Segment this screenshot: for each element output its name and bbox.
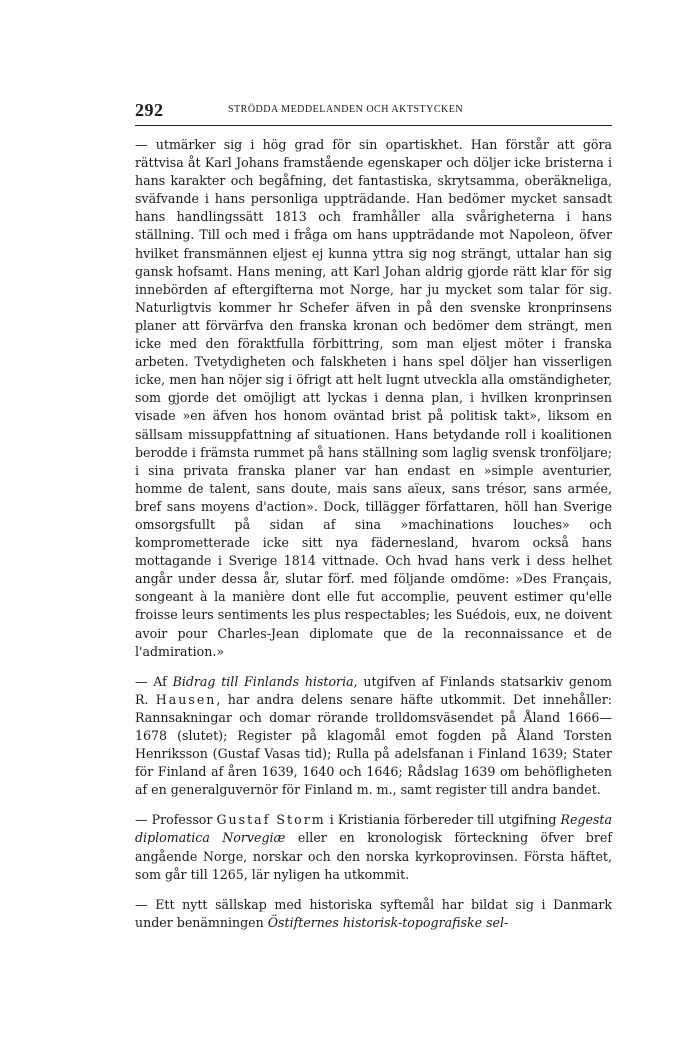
page-number: 292: [135, 100, 164, 120]
society-title: Östifternes historisk-topografiske sel-: [267, 914, 509, 930]
paragraph-storm-regesta: [135, 811, 612, 883]
header-rule: [135, 125, 612, 126]
text-span: , utgifven af Finlands statsarkiv genom R.: [135, 673, 613, 707]
text-span: — Af: [135, 673, 173, 689]
person-name: Gustaf Storm: [216, 812, 326, 828]
text-span: — Professor: [135, 812, 217, 828]
text-span: , har andra delens senare häfte utkommit. Det innehåller: Rannsakningar och domar rörande trolldomsväsendet på Åland 1666—1678 (slutet); Register på klagomål emot fogden på Åland Torsten Henriksson (Gustaf Vasas tid); Rulla på adelsfanan i Finland 1639; Stater för Finland af åren 1639, 1640 och 1646; Rådslag 1639 om behöfligheten af en generalguvernör för Finland m. m., samt register till andra bandet.: [135, 691, 612, 798]
page: [135, 100, 612, 944]
page-header: [135, 100, 612, 122]
running-title: STRÖDDA MEDDELANDEN OCH AKTSTYCKEN: [228, 104, 464, 115]
text-span: i Kristiania förbereder till utgifning: [325, 812, 561, 828]
text-span: — Ett nytt sällskap med historiska syftemål har bildat sig i Danmark under benämningen: [135, 896, 612, 930]
paragraph-finland-history: [135, 673, 612, 800]
book-title: Bidrag till Finlands historia: [172, 673, 354, 689]
paragraph-danish-society: [135, 896, 612, 932]
person-name: Hausen: [155, 691, 217, 707]
text-span: eller en kronologisk förteckning öfver bref angående Norge, norskar och den norska kyrkoprovinsen. Första häftet, som går till 1265, lär nyligen ha utkommit.: [135, 830, 612, 882]
paragraph-schefer-review: — utmärker sig i hög grad för sin opartiskhet. Han förstår att göra rättvisa åt Karl Johans framstående egenskaper och döljer icke bristerna i hans karakter och begåfning, det fantastiska, skrytsamma, oberäkneliga, sväfvande i hans personliga uppträdande. Han bedömer mycket sansadt hans handlingssätt 1813 och framhåller alla svårigheterna i hans ställning. Till och med i fråga om hans uppträdande mot Napoleon, öfver hvilket fransmännen eljest ej kunna yttra sig nog strängt, uttalar han sig gansk hofsamt. Hans mening, att Karl Johan aldrig gjorde rätt klar för sig innebörden af eftergifterna mot Norge, har ju mycket som talar för sig. Naturligtvis kommer hr Schefer äfven in på den svenske kronprinsens planer att förvärfva den franska kronan och bedömer dem strängt, men icke med den föraktfulla förbittring, som man eljest möter i franska arbeten. Tvetydigheten och falskheten i hans spel döljer han visserligen icke, men han nöjer sig i öfrigt att helt lugnt utveckla alla omständigheter, som gjorde det omöjligt att lyckas i denna plan, i hvilken kronprinsen visade »en äfven hos honom oväntad brist på politisk takt», liksom en sällsam missuppfattning af situationen. Hans betydande roll i koalitionen berodde i främsta rummet på hans ställning som laglig svensk tronföljare; i sina privata franska planer var han endast en »simple aventurier, homme de talent, sans doute, mais sans aïeux, sans trésor, sans armée, bref sans moyens d'action». Dock, tillägger författaren, höll han Sverige omsorgsfullt på sidan af sina »machinations louches» och komprometterade icke sitt nya fädernesland, hvarom också hans mottagande i Sverige 1814 vittnade. Och hvad hans verk i dess helhet angår under dessa år, slutar förf. med följande omdöme: »Des Français, songeant à la manière dont elle fut accomplie, peuvent estimer qu'elle froisse leurs sentiments les plus respectables; les Suédois, eux, ne doivent avoir pour Charles-Jean diplomate que de la reconnaissance et de l'admiration.»: [135, 137, 612, 659]
book-title: Regesta diplomatica Norvegiæ: [135, 812, 612, 846]
